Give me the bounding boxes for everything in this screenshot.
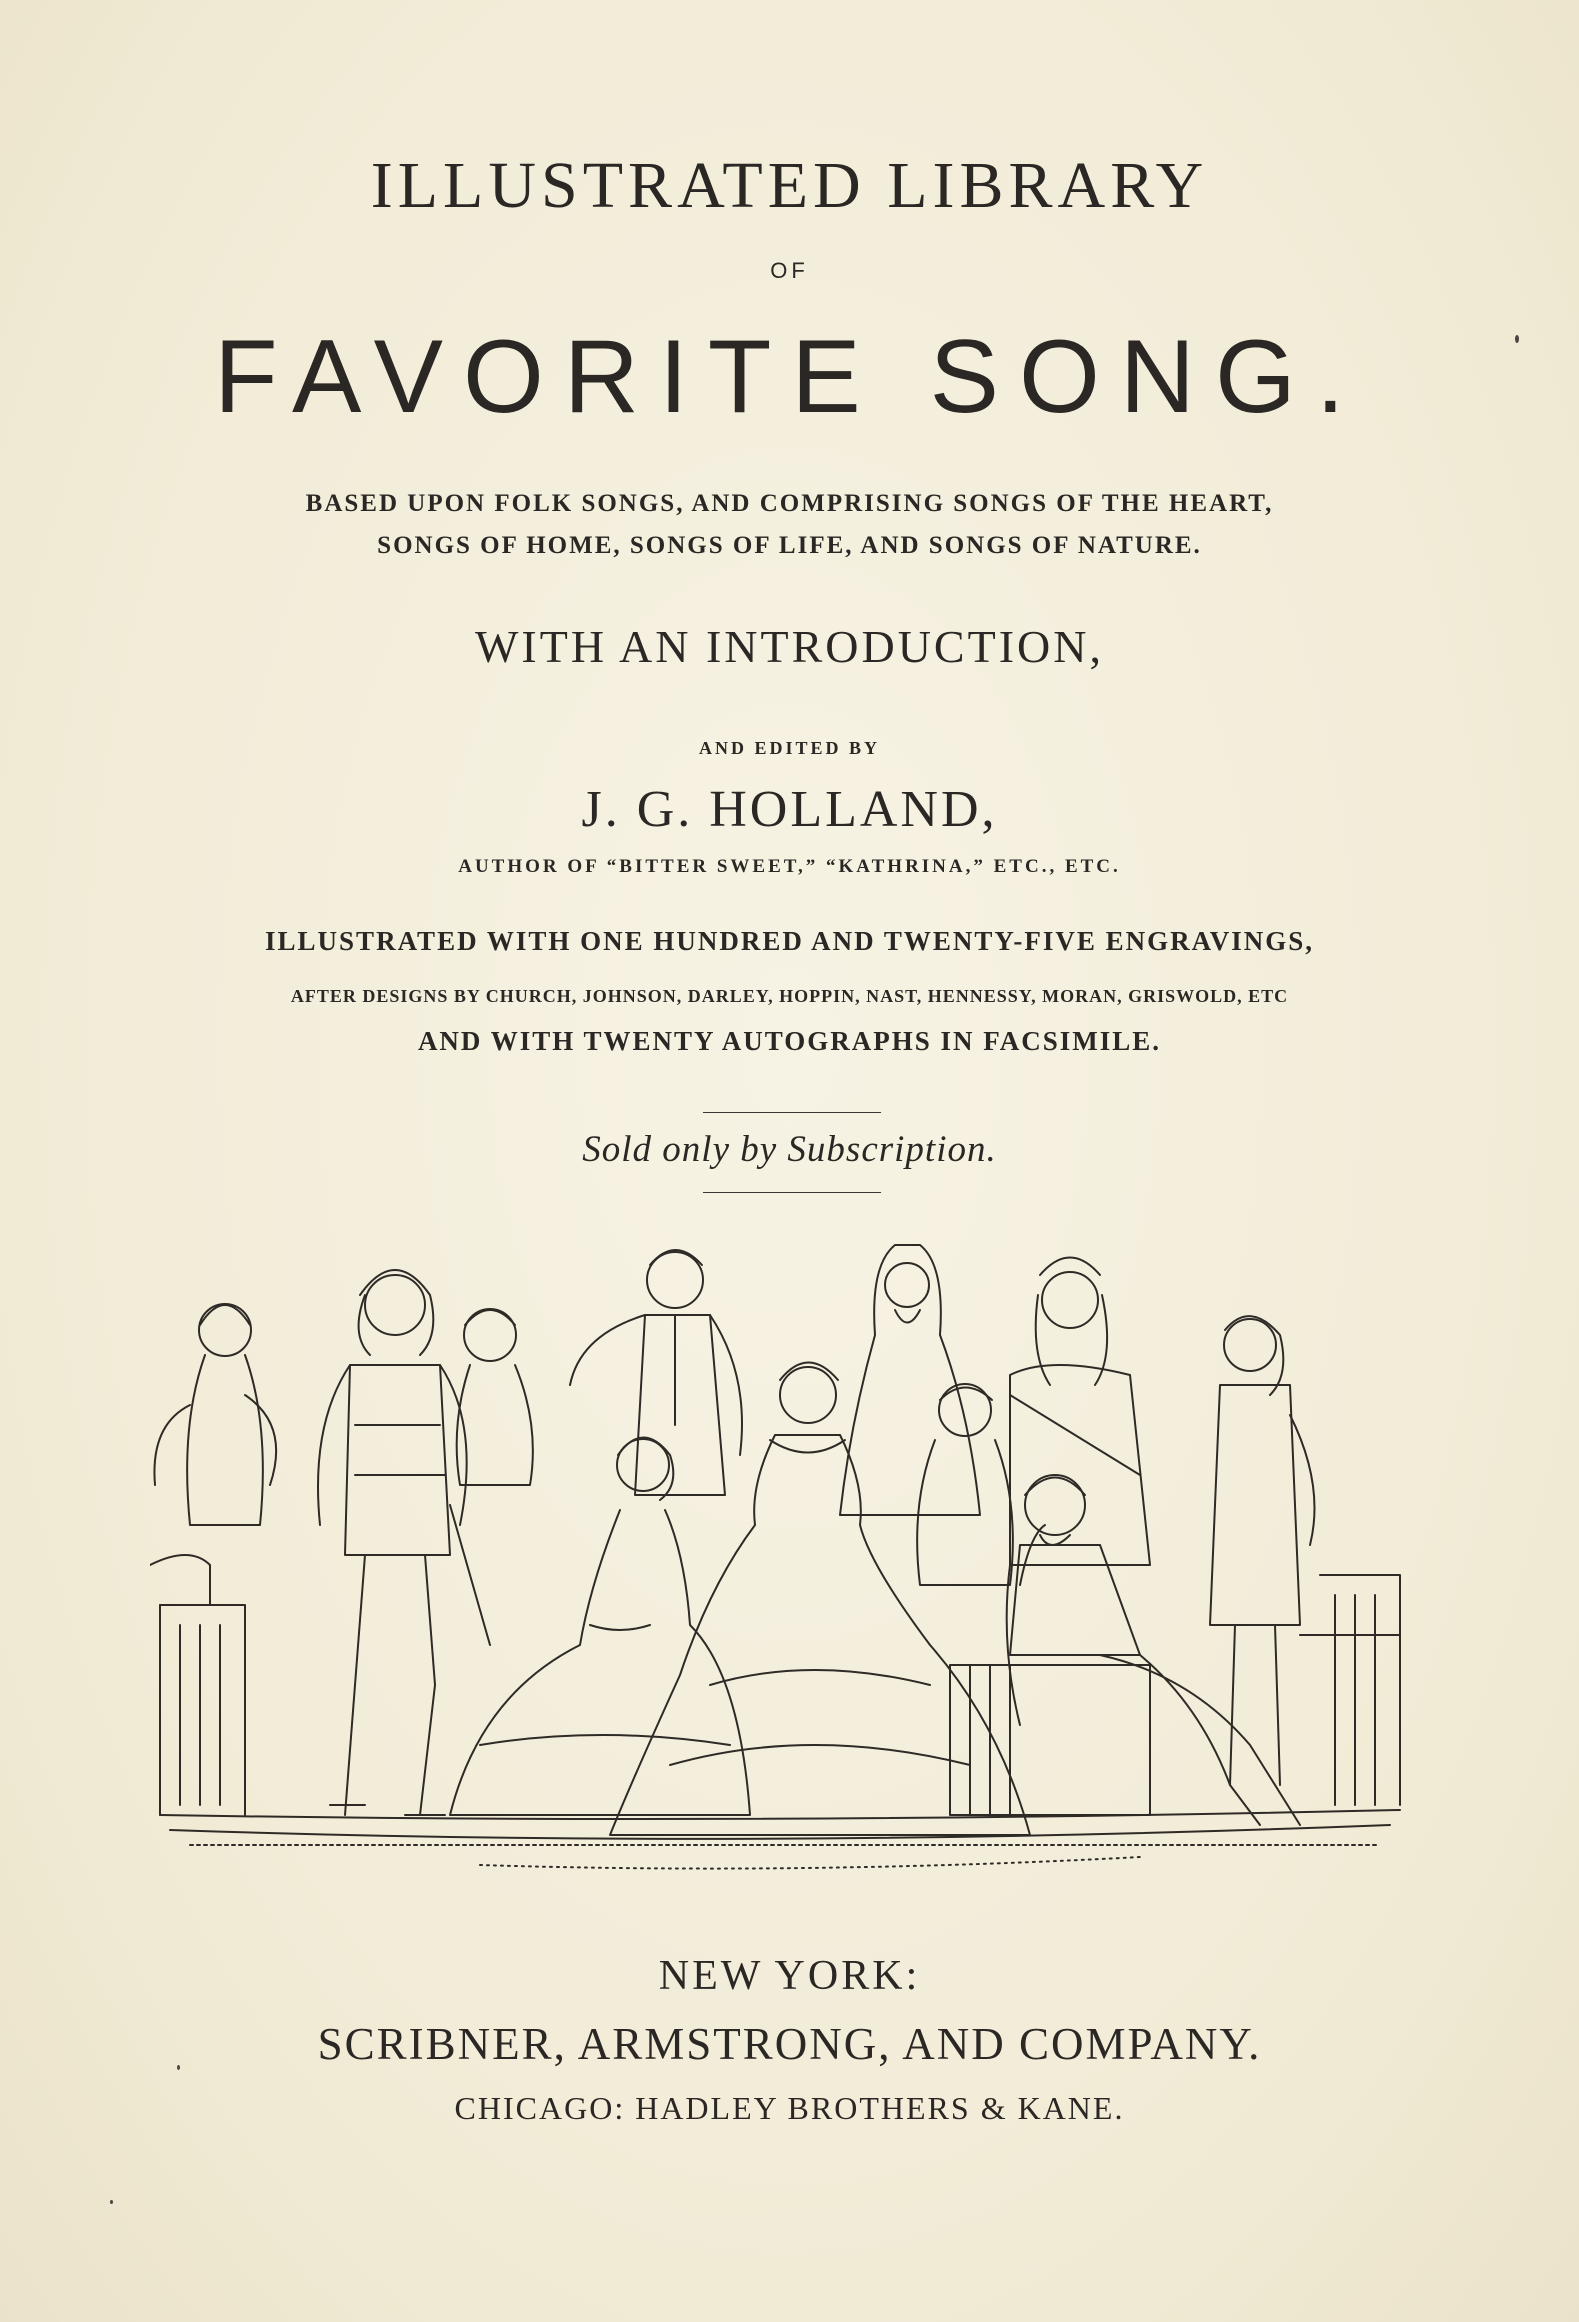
title-line-of: OF — [770, 258, 809, 283]
illustrations-line: ILLUSTRATED WITH ONE HUNDRED AND TWENTY-FIVE ENGRAVINGS, — [265, 926, 1314, 956]
autographs-line: AND WITH TWENTY AUTOGRAPHS IN FACSIMILE. — [417, 1026, 1162, 1056]
introduction-line: WITH AN INTRODUCTION, — [475, 621, 1104, 672]
subtitle-line-2: SONGS OF HOME, SONGS OF LIFE, AND SONGS OF NATURE. — [377, 532, 1202, 559]
title-line-favorite-song: FAVORITE SONG. — [214, 319, 1365, 435]
paper-speck — [177, 2065, 180, 2070]
subscription-note: Sold only by Subscription. — [582, 1129, 997, 1170]
author-name: J. G. HOLLAND, — [581, 781, 998, 838]
publisher-city: NEW YORK: — [658, 1953, 921, 1999]
engraving-group-of-figures-icon — [150, 1225, 1420, 1905]
publisher-name: SCRIBNER, ARMSTRONG, AND COMPANY. — [317, 2019, 1262, 2069]
author-credits: AUTHOR OF “BITTER SWEET,” “KATHRINA,” ETC., ETC. — [458, 856, 1121, 877]
subtitle-line-1: BASED UPON FOLK SONGS, AND COMPRISING SONGS OF THE HEART, — [305, 490, 1274, 517]
designers-line: AFTER DESIGNS BY CHURCH, JOHNSON, DARLEY, HOPPIN, NAST, HENNESSY, MORAN, GRISWOLD, ETC — [290, 986, 1289, 1006]
rule-bottom — [703, 1192, 881, 1193]
paper-speck — [1515, 335, 1519, 343]
title-line-illustrated-library: ILLUSTRATED LIBRARY — [370, 149, 1209, 222]
rule-top — [703, 1112, 881, 1113]
chicago-agent: CHICAGO: HADLEY BROTHERS & KANE. — [454, 2090, 1125, 2126]
edited-by-line: AND EDITED BY — [698, 738, 881, 758]
paper-speck — [110, 2200, 113, 2204]
